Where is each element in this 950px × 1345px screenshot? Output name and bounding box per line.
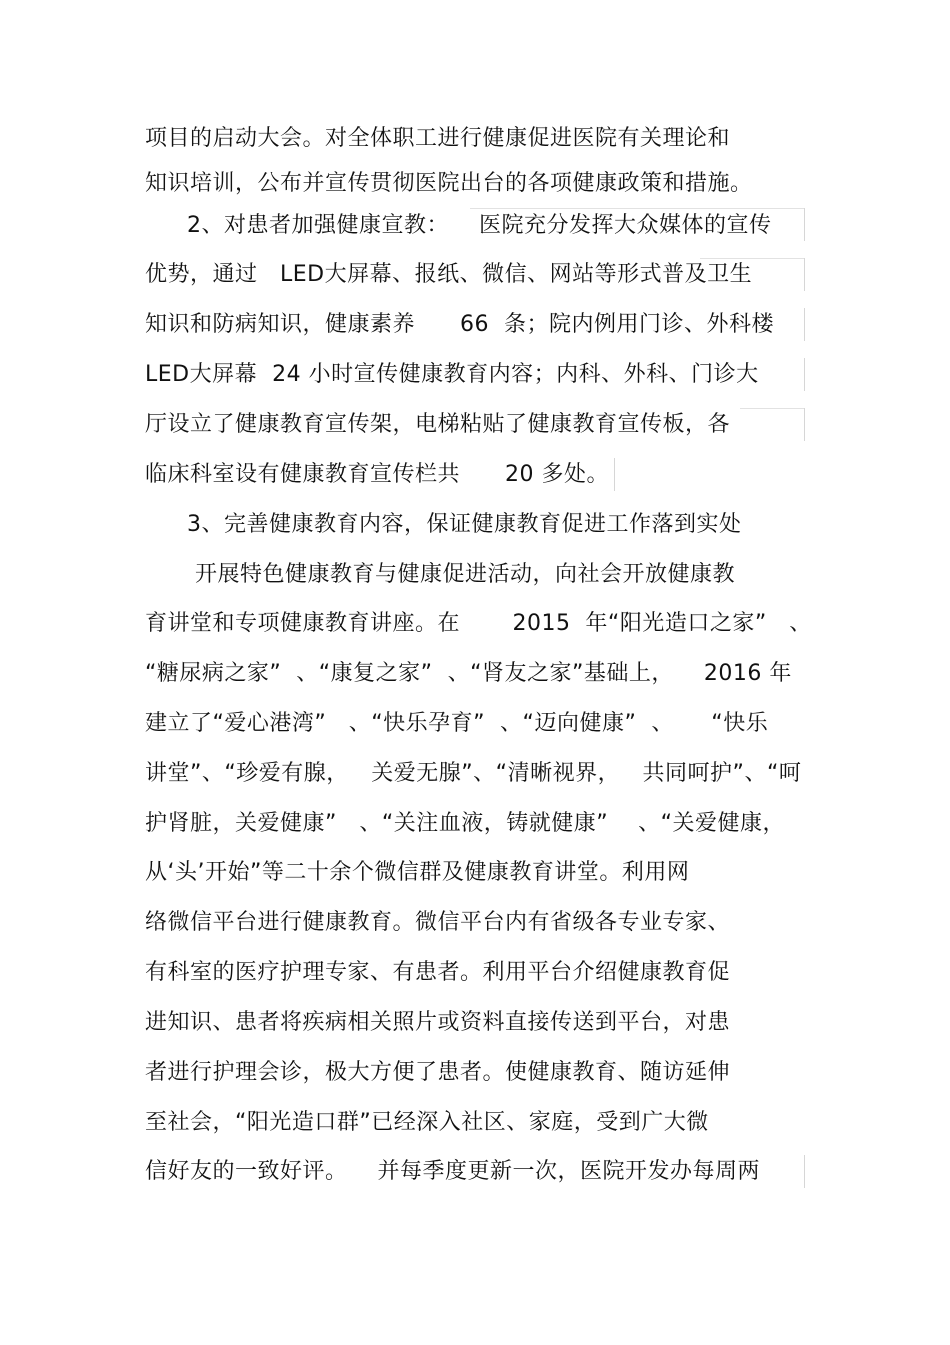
text-line: 项目的启动大会。对全体职工进行健康促进医院有关理论和: [145, 126, 731, 151]
text-line: 知识培训，公布并宣传贯彻医院出台的各项健康政策和措施。: [145, 171, 753, 196]
text-line: 建立了“爱心港湾” 、“快乐孕育” 、“迈向健康” 、 “快乐: [145, 711, 769, 736]
text-line: “糖尿病之家” 、“康复之家” 、“肾友之家”基础上， 2016 年: [145, 661, 792, 686]
text-line: 至社会，“阳光造口群”已经深入社区、家庭，受到广大微: [145, 1110, 709, 1135]
rule-fragment: [700, 258, 804, 259]
text-line: 2、对患者加强健康宣教： 医院充分发挥大众媒体的宣传: [187, 213, 772, 238]
text-line: 信好友的一致好评。 并每季度更新一次，医院开发办每周两: [145, 1159, 760, 1184]
section-heading: 3、完善健康教育内容，保证健康教育促进工作落到实处: [187, 512, 742, 537]
rule-fragment: [804, 1155, 805, 1188]
rule-fragment: [804, 308, 805, 341]
rule-fragment: [470, 208, 804, 209]
rule-fragment: [740, 408, 804, 409]
text-line: 优势，通过 LED大屏幕、报纸、微信、网站等形式普及卫生: [145, 262, 753, 287]
text-line: 络微信平台进行健康教育。微信平台内有省级各专业专家、: [145, 910, 731, 935]
text-line: LED大屏幕 24 小时宣传健康教育内容；内科、外科、门诊大: [145, 362, 759, 387]
rule-fragment: [614, 458, 615, 491]
text-line: 知识和防病知识，健康素养 66 条；院内例用门诊、外科楼: [145, 312, 774, 337]
rule-fragment: [804, 408, 805, 441]
text-line: 者进行护理会诊，极大方便了患者。使健康教育、随访延伸: [145, 1060, 731, 1085]
text-line: 进知识、患者将疾病相关照片或资料直接传送到平台，对患: [145, 1010, 731, 1035]
text-line: 育讲堂和专项健康教育讲座。在 2015 年“阳光造口之家” 、: [145, 611, 812, 636]
text-line: 护肾脏，关爱健康” 、“关注血液，铸就健康” 、“关爱健康，: [145, 811, 786, 836]
text-line: 开展特色健康教育与健康促进活动，向社会开放健康教: [195, 562, 736, 587]
text-line: 厅设立了健康教育宣传架，电梯粘贴了健康教育宣传板，各: [145, 412, 731, 437]
text-line: 讲堂”、“珍爱有腺， 关爱无腺”、“清晰视界， 共同呵护”、“呵: [145, 761, 802, 786]
text-line: 临床科室设有健康教育宣传栏共 20 多处。: [145, 462, 609, 487]
text-line: 从‘头’开始”等二十余个微信群及健康教育讲堂。利用网: [145, 860, 690, 885]
rule-fragment: [804, 258, 805, 291]
rule-fragment: [804, 208, 805, 241]
rule-fragment: [804, 358, 805, 391]
text-line: 有科室的医疗护理专家、有患者。利用平台介绍健康教育促: [145, 960, 731, 985]
